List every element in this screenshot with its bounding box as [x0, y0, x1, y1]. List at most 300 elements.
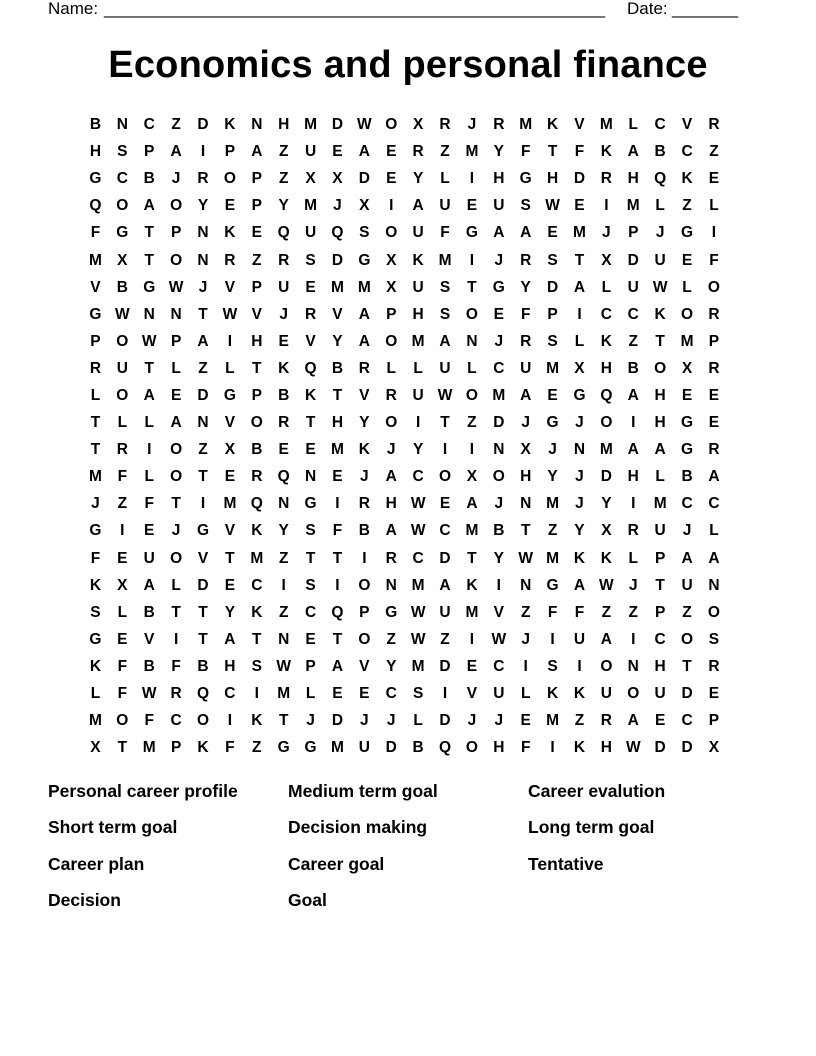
grid-cell[interactable]: Z [198, 441, 208, 459]
grid-cell[interactable]: Y [547, 468, 558, 486]
grid-cell[interactable]: J [575, 414, 584, 432]
grid-cell[interactable]: S [412, 685, 424, 703]
grid-cell[interactable]: S [359, 224, 370, 242]
grid-cell[interactable]: U [439, 197, 451, 215]
grid-cell[interactable]: L [709, 522, 719, 540]
grid-cell[interactable]: G [546, 414, 559, 432]
grid-cell[interactable]: N [466, 332, 478, 350]
grid-cell[interactable]: H [654, 657, 666, 675]
grid-cell[interactable]: U [573, 630, 586, 648]
grid-cell[interactable]: L [225, 359, 235, 377]
grid-cell[interactable]: O [170, 197, 183, 215]
grid-cell[interactable]: K [412, 251, 424, 269]
grid-cell[interactable]: K [89, 657, 102, 675]
grid-cell[interactable]: O [116, 712, 129, 730]
grid-cell[interactable]: G [519, 170, 532, 188]
grid-cell[interactable]: N [278, 630, 290, 648]
grid-cell[interactable]: Y [359, 414, 370, 432]
grid-cell[interactable]: K [224, 224, 236, 242]
grid-cell[interactable]: P [359, 603, 370, 621]
grid-cell[interactable]: M [411, 576, 425, 594]
grid-cell[interactable]: P [251, 170, 262, 188]
grid-cell[interactable]: J [602, 224, 611, 242]
grid-cell[interactable]: E [547, 224, 558, 242]
grid-cell[interactable]: I [469, 251, 475, 269]
grid-cell[interactable]: M [599, 116, 613, 134]
grid-cell[interactable]: G [546, 576, 559, 594]
grid-cell[interactable]: O [438, 468, 452, 486]
grid-cell[interactable]: T [198, 630, 208, 648]
grid-cell[interactable]: R [251, 468, 263, 486]
grid-cell[interactable]: L [682, 278, 692, 296]
grid-cell[interactable]: D [197, 576, 209, 594]
grid-cell[interactable]: E [466, 657, 478, 675]
grid-cell[interactable]: A [412, 197, 424, 215]
grid-cell[interactable]: G [89, 630, 102, 648]
grid-cell[interactable]: J [521, 630, 530, 648]
grid-cell[interactable]: X [117, 251, 128, 269]
grid-cell[interactable]: O [385, 224, 398, 242]
grid-cell[interactable]: P [251, 278, 262, 296]
grid-cell[interactable]: C [600, 305, 612, 323]
grid-cell[interactable]: W [141, 685, 157, 703]
grid-cell[interactable]: C [412, 468, 424, 486]
grid-cell[interactable]: L [144, 468, 154, 486]
grid-cell[interactable]: Z [628, 603, 638, 621]
grid-cell[interactable]: F [547, 603, 558, 621]
grid-cell[interactable]: Y [224, 603, 236, 621]
grid-cell[interactable]: R [412, 143, 424, 161]
grid-cell[interactable]: Y [574, 522, 585, 540]
grid-cell[interactable]: Z [574, 712, 585, 730]
grid-cell[interactable]: A [573, 278, 586, 296]
grid-cell[interactable]: D [573, 170, 586, 188]
grid-cell[interactable]: I [227, 712, 233, 730]
grid-cell[interactable]: R [708, 116, 720, 134]
grid-cell[interactable]: O [170, 468, 183, 486]
grid-cell[interactable]: A [708, 468, 720, 486]
grid-cell[interactable]: N [197, 414, 209, 432]
grid-cell[interactable]: D [197, 116, 209, 134]
grid-cell[interactable]: H [627, 468, 639, 486]
grid-cell[interactable]: W [357, 116, 372, 134]
grid-cell[interactable]: K [251, 603, 263, 621]
grid-cell[interactable]: M [492, 386, 506, 404]
grid-cell[interactable]: R [493, 116, 505, 134]
grid-cell[interactable]: T [332, 386, 343, 404]
grid-cell[interactable]: Q [600, 386, 613, 404]
grid-cell[interactable]: M [223, 495, 237, 513]
grid-cell[interactable]: I [469, 441, 475, 459]
grid-cell[interactable]: S [547, 251, 558, 269]
grid-cell[interactable]: A [385, 522, 397, 540]
grid-cell[interactable]: Z [467, 414, 477, 432]
grid-cell[interactable]: E [386, 170, 397, 188]
grid-cell[interactable]: J [494, 495, 504, 513]
grid-cell[interactable]: E [439, 495, 451, 513]
grid-cell[interactable]: M [411, 332, 425, 350]
grid-cell[interactable]: Y [278, 522, 289, 540]
grid-cell[interactable]: P [224, 143, 236, 161]
grid-cell[interactable]: X [386, 251, 397, 269]
grid-cell[interactable]: T [305, 549, 316, 567]
grid-cell[interactable]: N [116, 116, 128, 134]
grid-cell[interactable]: T [117, 739, 128, 757]
grid-cell[interactable]: M [546, 549, 560, 567]
grid-cell[interactable]: J [306, 712, 315, 730]
grid-cell[interactable]: C [654, 116, 666, 134]
grid-cell[interactable]: O [707, 278, 720, 296]
date-blank[interactable]: _______ [672, 0, 739, 18]
grid-cell[interactable]: T [90, 441, 101, 459]
grid-cell[interactable]: H [224, 657, 236, 675]
grid-cell[interactable]: D [331, 712, 344, 730]
grid-cell[interactable]: Z [547, 522, 558, 540]
grid-cell[interactable]: O [250, 414, 263, 432]
grid-cell[interactable]: U [358, 739, 370, 757]
grid-cell[interactable]: T [144, 359, 154, 377]
grid-cell[interactable]: T [655, 332, 665, 350]
grid-cell[interactable]: A [627, 143, 639, 161]
grid-cell[interactable]: I [335, 576, 340, 594]
grid-cell[interactable]: H [493, 739, 505, 757]
grid-cell[interactable]: J [628, 576, 638, 594]
grid-cell[interactable]: M [304, 116, 318, 134]
grid-cell[interactable]: J [494, 251, 504, 269]
grid-cell[interactable]: E [708, 685, 720, 703]
grid-cell[interactable]: I [631, 414, 636, 432]
grid-cell[interactable]: Q [277, 224, 290, 242]
grid-cell[interactable]: U [493, 685, 505, 703]
grid-cell[interactable]: G [681, 224, 694, 242]
grid-cell[interactable]: N [520, 495, 532, 513]
grid-cell[interactable]: I [442, 441, 448, 459]
grid-cell[interactable]: V [251, 305, 262, 323]
grid-cell[interactable]: H [654, 386, 666, 404]
grid-cell[interactable]: K [466, 576, 478, 594]
grid-cell[interactable]: P [386, 305, 397, 323]
grid-cell[interactable]: F [144, 495, 154, 513]
grid-cell[interactable]: O [116, 197, 129, 215]
grid-cell[interactable]: C [412, 549, 424, 567]
grid-cell[interactable]: T [467, 278, 477, 296]
grid-cell[interactable]: X [332, 170, 343, 188]
grid-cell[interactable]: H [385, 495, 397, 513]
grid-cell[interactable]: A [600, 630, 612, 648]
grid-cell[interactable]: D [439, 712, 451, 730]
grid-cell[interactable]: W [141, 332, 157, 350]
grid-cell[interactable]: T [198, 305, 208, 323]
grid-cell[interactable]: F [144, 712, 154, 730]
grid-cell[interactable]: K [573, 549, 586, 567]
grid-cell[interactable]: V [224, 414, 236, 432]
grid-cell[interactable]: G [223, 386, 236, 404]
grid-cell[interactable]: Y [386, 657, 397, 675]
grid-cell[interactable]: N [493, 441, 505, 459]
grid-cell[interactable]: B [89, 116, 102, 134]
grid-cell[interactable]: J [575, 495, 584, 513]
grid-cell[interactable]: F [117, 685, 128, 703]
grid-cell[interactable]: F [90, 549, 101, 567]
grid-cell[interactable]: U [439, 359, 451, 377]
grid-cell[interactable]: V [574, 116, 585, 134]
grid-cell[interactable]: W [545, 197, 560, 215]
grid-cell[interactable]: I [550, 739, 555, 757]
grid-cell[interactable]: T [574, 251, 585, 269]
grid-cell[interactable]: Z [278, 170, 289, 188]
grid-cell[interactable]: V [359, 386, 370, 404]
grid-cell[interactable]: K [546, 685, 559, 703]
grid-cell[interactable]: E [574, 197, 585, 215]
grid-cell[interactable]: K [224, 116, 236, 134]
grid-cell[interactable]: V [681, 116, 693, 134]
grid-cell[interactable]: H [412, 305, 424, 323]
grid-cell[interactable]: T [144, 251, 154, 269]
grid-cell[interactable]: O [654, 359, 667, 377]
grid-cell[interactable]: R [520, 332, 532, 350]
grid-cell[interactable]: Z [117, 495, 128, 513]
grid-cell[interactable]: M [411, 657, 425, 675]
grid-cell[interactable]: R [708, 441, 720, 459]
grid-cell[interactable]: R [197, 170, 209, 188]
grid-cell[interactable]: R [358, 359, 370, 377]
grid-cell[interactable]: F [520, 739, 531, 757]
grid-cell[interactable]: O [681, 630, 694, 648]
grid-cell[interactable]: P [251, 197, 262, 215]
grid-cell[interactable]: X [359, 197, 370, 215]
grid-cell[interactable]: J [333, 197, 342, 215]
grid-cell[interactable]: W [437, 386, 453, 404]
grid-cell[interactable]: Q [196, 685, 210, 703]
grid-cell[interactable]: Z [682, 603, 692, 621]
grid-cell[interactable]: G [304, 495, 317, 513]
grid-cell[interactable]: I [523, 657, 528, 675]
grid-cell[interactable]: L [574, 332, 585, 350]
grid-cell[interactable]: E [117, 549, 128, 567]
grid-cell[interactable]: U [304, 143, 317, 161]
grid-cell[interactable]: O [707, 603, 720, 621]
grid-cell[interactable]: L [467, 359, 477, 377]
grid-cell[interactable]: H [251, 332, 263, 350]
grid-cell[interactable]: M [277, 685, 291, 703]
grid-cell[interactable]: A [251, 143, 263, 161]
grid-cell[interactable]: T [90, 414, 101, 432]
grid-cell[interactable]: H [520, 468, 532, 486]
grid-cell[interactable]: K [251, 522, 263, 540]
grid-cell[interactable]: T [547, 143, 558, 161]
grid-cell[interactable]: S [305, 522, 316, 540]
grid-cell[interactable]: R [385, 549, 397, 567]
grid-cell[interactable]: H [627, 170, 639, 188]
grid-cell[interactable]: L [709, 197, 719, 215]
grid-cell[interactable]: S [520, 197, 531, 215]
grid-cell[interactable]: N [385, 576, 397, 594]
grid-cell[interactable]: E [251, 224, 262, 242]
grid-cell[interactable]: X [90, 739, 101, 757]
grid-cell[interactable]: X [681, 359, 693, 377]
grid-cell[interactable]: Z [171, 116, 181, 134]
grid-cell[interactable]: A [143, 386, 155, 404]
grid-cell[interactable]: J [198, 278, 208, 296]
grid-cell[interactable]: C [143, 116, 155, 134]
grid-cell[interactable]: T [332, 549, 343, 567]
grid-cell[interactable]: M [573, 224, 586, 242]
grid-cell[interactable]: T [144, 224, 154, 242]
grid-cell[interactable]: Z [252, 739, 262, 757]
grid-cell[interactable]: O [196, 712, 210, 730]
grid-cell[interactable]: S [305, 576, 316, 594]
grid-cell[interactable]: T [332, 630, 343, 648]
grid-cell[interactable]: M [465, 603, 479, 621]
grid-cell[interactable]: E [278, 332, 289, 350]
grid-cell[interactable]: V [493, 603, 504, 621]
grid-cell[interactable]: P [251, 386, 262, 404]
grid-cell[interactable]: J [279, 305, 288, 323]
grid-cell[interactable]: D [331, 251, 344, 269]
grid-cell[interactable]: R [304, 305, 317, 323]
grid-cell[interactable]: F [90, 224, 101, 242]
grid-cell[interactable]: Z [252, 251, 262, 269]
grid-cell[interactable]: Y [412, 441, 424, 459]
grid-cell[interactable]: A [627, 441, 639, 459]
grid-cell[interactable]: M [653, 495, 667, 513]
grid-cell[interactable]: Q [277, 468, 290, 486]
grid-cell[interactable]: T [198, 603, 208, 621]
grid-cell[interactable]: M [465, 143, 479, 161]
grid-cell[interactable]: F [117, 468, 128, 486]
grid-cell[interactable]: A [170, 143, 182, 161]
grid-cell[interactable]: L [601, 278, 612, 296]
grid-cell[interactable]: I [120, 522, 125, 540]
grid-cell[interactable]: A [466, 495, 478, 513]
grid-cell[interactable]: I [496, 576, 501, 594]
grid-cell[interactable]: A [358, 143, 370, 161]
grid-cell[interactable]: G [277, 739, 290, 757]
grid-cell[interactable]: W [168, 278, 184, 296]
grid-cell[interactable]: U [412, 224, 424, 242]
grid-cell[interactable]: E [332, 143, 343, 161]
grid-cell[interactable]: A [143, 576, 155, 594]
grid-cell[interactable]: P [305, 657, 316, 675]
grid-cell[interactable]: W [599, 576, 614, 594]
grid-cell[interactable]: D [331, 116, 344, 134]
grid-cell[interactable]: T [467, 549, 477, 567]
grid-cell[interactable]: G [143, 278, 156, 296]
grid-cell[interactable]: Z [198, 359, 208, 377]
grid-cell[interactable]: P [170, 739, 182, 757]
grid-cell[interactable]: R [708, 305, 720, 323]
grid-cell[interactable]: O [116, 332, 129, 350]
grid-cell[interactable]: I [442, 685, 448, 703]
grid-cell[interactable]: Y [493, 549, 504, 567]
grid-cell[interactable]: M [519, 116, 533, 134]
grid-cell[interactable]: G [89, 305, 102, 323]
grid-cell[interactable]: N [197, 251, 209, 269]
grid-cell[interactable]: T [305, 414, 316, 432]
grid-cell[interactable]: T [225, 549, 235, 567]
grid-cell[interactable]: C [116, 170, 128, 188]
grid-cell[interactable]: M [546, 712, 560, 730]
grid-cell[interactable]: A [439, 332, 451, 350]
grid-cell[interactable]: M [88, 468, 102, 486]
grid-cell[interactable]: I [200, 143, 206, 161]
grid-cell[interactable]: O [681, 305, 694, 323]
grid-cell[interactable]: R [224, 251, 236, 269]
grid-cell[interactable]: O [116, 386, 129, 404]
grid-cell[interactable]: O [600, 414, 613, 432]
grid-cell[interactable]: U [681, 576, 693, 594]
grid-cell[interactable]: D [681, 685, 693, 703]
grid-cell[interactable]: B [493, 522, 505, 540]
grid-cell[interactable]: Q [331, 603, 344, 621]
grid-cell[interactable]: K [681, 170, 693, 188]
grid-cell[interactable]: T [198, 468, 208, 486]
grid-cell[interactable]: B [412, 739, 424, 757]
grid-cell[interactable]: K [89, 576, 102, 594]
grid-cell[interactable]: S [547, 332, 558, 350]
grid-cell[interactable]: U [654, 685, 666, 703]
grid-cell[interactable]: Q [438, 739, 452, 757]
grid-cell[interactable]: V [224, 522, 236, 540]
grid-cell[interactable]: L [171, 359, 181, 377]
grid-cell[interactable]: E [117, 630, 128, 648]
grid-cell[interactable]: X [520, 441, 531, 459]
grid-cell[interactable]: Y [493, 143, 504, 161]
grid-cell[interactable]: R [439, 116, 451, 134]
grid-cell[interactable]: F [225, 739, 235, 757]
grid-cell[interactable]: H [600, 739, 612, 757]
grid-cell[interactable]: Q [89, 197, 102, 215]
grid-cell[interactable]: V [90, 278, 101, 296]
grid-cell[interactable]: A [358, 305, 370, 323]
grid-cell[interactable]: Y [412, 170, 424, 188]
grid-cell[interactable]: X [466, 468, 478, 486]
grid-cell[interactable]: X [224, 441, 236, 459]
grid-cell[interactable]: E [359, 685, 370, 703]
grid-cell[interactable]: K [251, 712, 263, 730]
grid-cell[interactable]: S [439, 278, 451, 296]
grid-cell[interactable]: A [708, 549, 720, 567]
grid-cell[interactable]: O [465, 386, 478, 404]
grid-cell[interactable]: R [170, 685, 182, 703]
grid-cell[interactable]: Z [601, 603, 612, 621]
grid-cell[interactable]: U [520, 359, 532, 377]
grid-cell[interactable]: N [170, 305, 182, 323]
grid-cell[interactable]: D [358, 170, 370, 188]
grid-cell[interactable]: A [573, 576, 586, 594]
grid-cell[interactable]: E [305, 278, 316, 296]
grid-cell[interactable]: L [386, 359, 396, 377]
name-blank[interactable]: _____________________________________________________ [104, 0, 606, 18]
grid-cell[interactable]: K [573, 739, 586, 757]
grid-cell[interactable]: J [655, 224, 665, 242]
grid-cell[interactable]: T [520, 522, 531, 540]
grid-cell[interactable]: E [547, 386, 558, 404]
grid-cell[interactable]: A [627, 386, 639, 404]
grid-cell[interactable]: I [604, 197, 609, 215]
grid-cell[interactable]: D [600, 468, 612, 486]
grid-cell[interactable]: L [440, 170, 450, 188]
grid-cell[interactable]: W [625, 739, 641, 757]
grid-cell[interactable]: B [143, 603, 155, 621]
grid-cell[interactable]: M [599, 441, 613, 459]
grid-cell[interactable]: M [331, 441, 344, 459]
grid-cell[interactable]: B [143, 170, 155, 188]
grid-cell[interactable]: R [627, 522, 639, 540]
grid-cell[interactable]: O [170, 549, 183, 567]
grid-cell[interactable]: J [386, 712, 396, 730]
grid-cell[interactable]: R [708, 359, 720, 377]
